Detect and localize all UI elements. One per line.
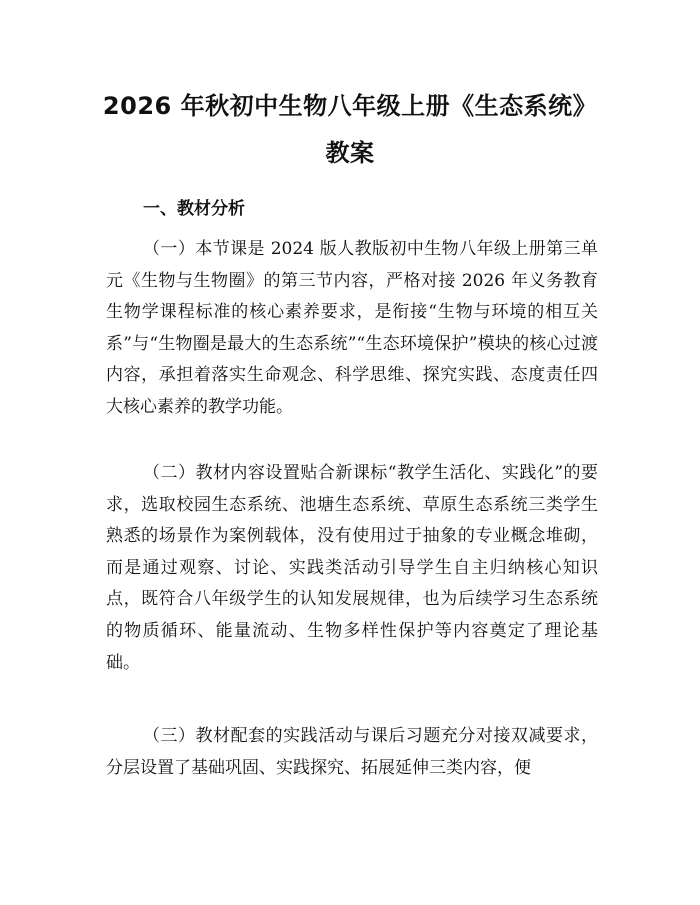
- paragraph-3: （三）教材配套的实践活动与课后习题充分对接双减要求，分层设置了基础巩固、实践探究、拓展延伸三类内容，便: [106, 726, 598, 778]
- document-title-line2: 教案: [325, 139, 375, 167]
- section-heading: 一、教材分析: [143, 199, 245, 219]
- document-title-line1: 2026 年秋初中生物八年级上册《生态系统》: [102, 92, 598, 120]
- paragraph-2: （二）教材内容设置贴合新课标“教学生活化、实践化”的要求，选取校园生态系统、池塘生态系统、草原生态系统三类学生熟悉的场景作为案例载体，没有使用过于抽象的专业概念堆砌，而是通过观察、讨论、实践类活动引导学生自主归纳核心知识点，既符合八年级学生的认知发展规律，也为后续学习生态系统的物质循环、能量流动、生物多样性保护等内容奠定了理论基础。: [106, 463, 598, 673]
- paragraph-1: （一）本节课是 2024 版人教版初中生物八年级上册第三单元《生物与生物圈》的第三节内容，严格对接 2026 年义务教育生物学课程标准的核心素养要求，是衔接“生物与环境的相互关系”与“生物圈是最大的生态系统”“生态环境保护”模块的核心过渡内容，承担着落实生命观念、科学思维、探究实践、态度责任四大核心素养的教学功能。: [106, 239, 598, 417]
